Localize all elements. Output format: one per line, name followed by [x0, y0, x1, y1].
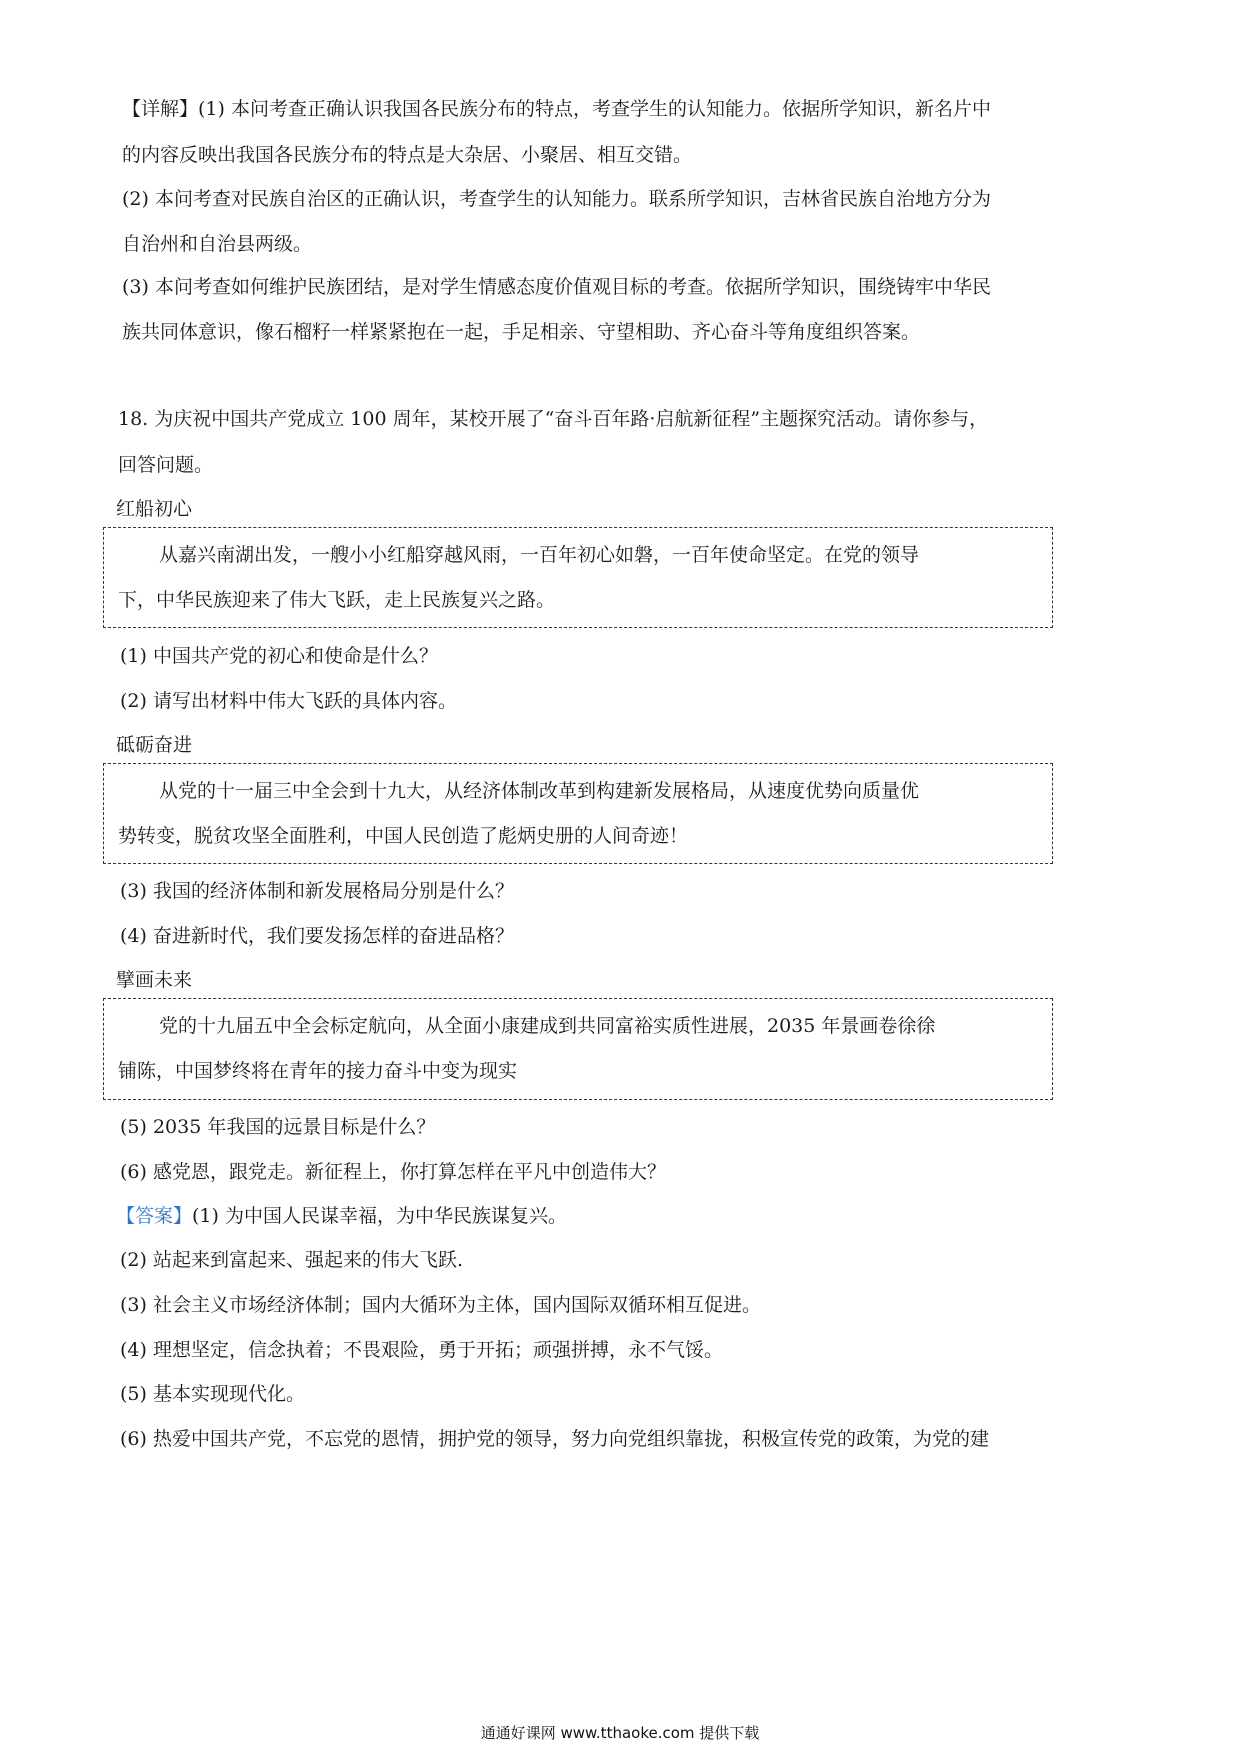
section1-material-line2: 下，中华民族迎来了伟大飞跃，走上民族复兴之路。 — [118, 589, 556, 611]
answer-a1-line: 【答案】(1) 为中国人民谋幸福，为中华民族谋复兴。 — [116, 1205, 567, 1227]
section2-title: 砥砺奋进 — [116, 734, 193, 756]
section3-q6: (6) 感党恩，跟党走。新征程上，你打算怎样在平凡中创造伟大？ — [120, 1161, 666, 1183]
q18-stem-line1: 18. 为庆祝中国共产党成立 100 周年，某校开展了“奋斗百年路·启航新征程”主题探究活动。请你参与， — [118, 408, 989, 430]
section1-q2: (2) 请写出材料中伟大飞跃的具体内容。 — [120, 690, 457, 712]
detail-q3-line2: 族共同体意识，像石榴籽一样紧紧抱在一起，手足相亲、守望相助、齐心奋斗等角度组织答案。 — [122, 321, 921, 343]
answer-a2: (2) 站起来到富起来、强起来的伟大飞跃. — [120, 1249, 463, 1271]
section3-material-line1: 党的十九届五中全会标定航向，从全面小康建成到共同富裕实质性进展，2035 年景画卷徐徐 — [159, 1015, 936, 1037]
detail-q1-line1: 【详解】(1) 本问考查正确认识我国各民族分布的特点，考查学生的认知能力。依据所学知识，新名片中 — [122, 98, 991, 120]
section2-material-box — [103, 763, 1053, 864]
section1-title: 红船初心 — [116, 498, 193, 520]
section2-q3: (3) 我国的经济体制和新发展格局分别是什么？ — [120, 880, 514, 902]
answer-a5: (5) 基本实现现代化。 — [120, 1383, 305, 1405]
section3-title: 擘画未来 — [116, 969, 193, 991]
section1-material-line1: 从嘉兴南湖出发，一艘小小红船穿越风雨，一百年初心如磐，一百年使命坚定。在党的领导 — [159, 544, 920, 566]
detail-tag: 【详解】 — [122, 98, 199, 120]
q18-stem-line2: 回答问题。 — [118, 454, 214, 476]
section2-q4: (4) 奋进新时代，我们要发扬怎样的奋进品格？ — [120, 925, 514, 947]
section2-material-line2: 势转变，脱贫攻坚全面胜利，中国人民创造了彪炳史册的人间奇迹！ — [118, 825, 689, 847]
section2-material-line1: 从党的十一届三中全会到十九大，从经济体制改革到构建新发展格局，从速度优势向质量优 — [159, 780, 920, 802]
detail-q2-line2: 自治州和自治县两级。 — [122, 233, 313, 255]
section3-material-box — [103, 998, 1053, 1100]
answer-a3: (3) 社会主义市场经济体制；国内大循环为主体，国内国际双循环相互促进。 — [120, 1294, 761, 1316]
answer-a4: (4) 理想坚定，信念执着；不畏艰险，勇于开拓；顽强拼搏，永不气馁。 — [120, 1339, 723, 1361]
section1-material-box — [103, 527, 1053, 628]
section3-q5: (5) 2035 年我国的远景目标是什么？ — [120, 1116, 436, 1138]
footer-watermark: 通通好课网 www.tthaoke.com 提供下载 — [480, 1724, 760, 1742]
detail-q1-line2: 的内容反映出我国各民族分布的特点是大杂居、小聚居、相互交错。 — [122, 144, 693, 166]
detail-q2-line1: (2) 本问考查对民族自治区的正确认识，考查学生的认知能力。联系所学知识，吉林省民族自治地方分为 — [122, 188, 991, 210]
section1-q1: (1) 中国共产党的初心和使命是什么？ — [120, 645, 438, 667]
detail-q3-line1: (3) 本问考查如何维护民族团结，是对学生情感态度价值观目标的考查。依据所学知识，围绕铸牢中华民 — [122, 276, 991, 298]
answer-a6: (6) 热爱中国共产党，不忘党的恩情，拥护党的领导，努力向党组织靠拢，积极宣传党的政策，为党的建 — [120, 1428, 989, 1450]
section3-material-line2: 铺陈，中国梦终将在青年的接力奋斗中变为现实 — [118, 1060, 518, 1082]
answer-tag: 【答案】 — [116, 1205, 193, 1227]
